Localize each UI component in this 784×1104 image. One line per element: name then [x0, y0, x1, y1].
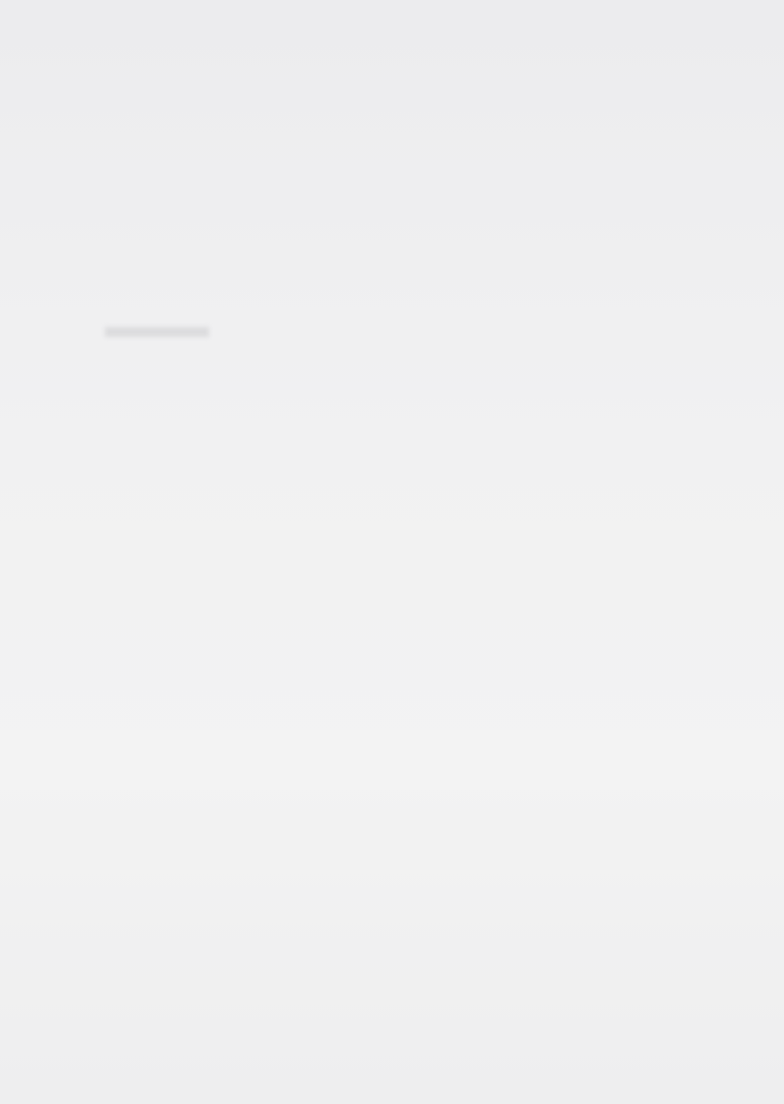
person1-line1 — [101, 315, 209, 342]
redacted-cnp — [105, 327, 209, 337]
